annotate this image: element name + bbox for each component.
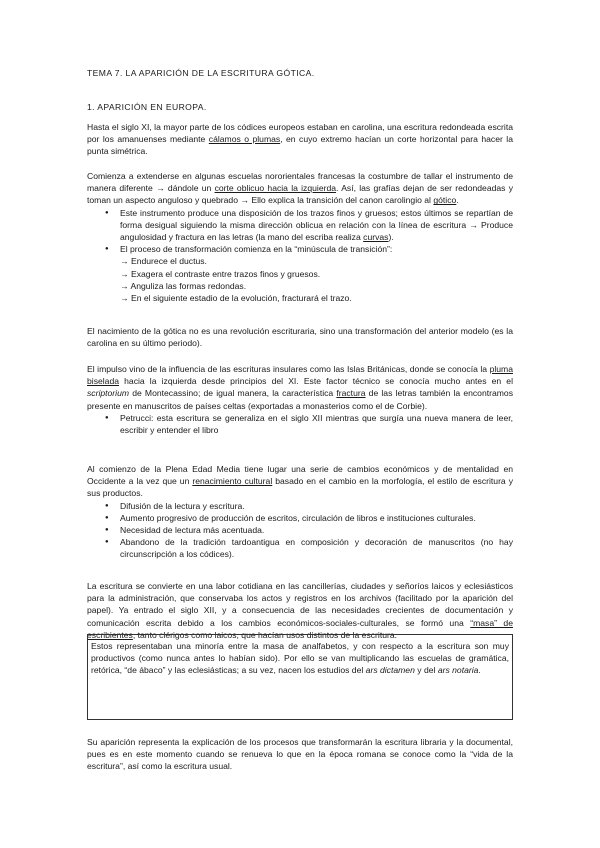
paragraph-6: La escritura se convierte en una labor cotidiana en las cancillerías, ciudades y señoríos laicos y eclesiásticos para la administración, que conservaba los actos y registros en los archivos (facilitado por la aparición del papel). Ya entrado el siglo XII, y a consecuencia de las necesidades crecientes de documentación y comunicación escrita debido a los cambios económicos-sociales-culturales, se formó una “masa” de escribientes, tanto clérigos como laicos, que hacían usos distintos de la escritura. [87, 581, 513, 640]
list-item: ● Petrucci: esta escritura se generaliza en el siglo XII mientras que surgía una nueva manera de leer, escribir y entender el libro [87, 412, 513, 436]
underlined-term: gótico [433, 195, 457, 206]
boxed-note [87, 634, 513, 720]
arrow-item: → Endurece el ductus. [120, 256, 207, 267]
paragraph-5: Al comienzo de la Plena Edad Media tiene lugar una serie de cambios económicos y de mentalidad en Occidente a la vez que un renacimiento cultural basado en el cambio en la morfología, el estilo de escritura y sus productos. ● Difusión de la lectura y escritura. ● Aumento progresivo de producción de escritos, circulación de libros e instituciones culturales. ● Necesidad de lectura más acentuada. ● Abandono de la tradición tardoantigua en composición y decoración de manuscritos (no hay circunscripción a los códices). [87, 463, 513, 561]
list-item: ● Difusión de la lectura y escritura. [87, 500, 513, 512]
list-item: ● Necesidad de lectura más acentuada. [87, 524, 513, 536]
underlined-term: curvas [363, 232, 389, 243]
underlined-term: “masa” de escribientes [87, 617, 513, 640]
arrow-item: → Exagera el contraste entre trazos finos y gruesos. [120, 268, 321, 279]
bullet-list [87, 412, 513, 436]
underlined-term: corte oblicuo hacia la izquierda [214, 183, 337, 194]
arrow-list [87, 255, 513, 304]
arrow-item: → En el siguiente estadio de la evolución, fracturará el trazo. [120, 293, 352, 304]
italic-term: scriptorium [87, 388, 130, 399]
list-item: ● Abandono de la tradición tardoantigua en composición y decoración de manuscritos (no hay circunscripción a los códices). [87, 536, 513, 560]
underlined-term: pluma biselada [87, 364, 513, 387]
section-heading: 1. APARICIÓN EN EUROPA. [87, 102, 207, 112]
bullet-list [87, 500, 513, 561]
paragraph-7: Su aparición representa la explicación de los procesos que transformarán la escritura libraria y la documental, pues es en este momento cuando se renueva lo que en la época romana se conoce como la “vida de la escritura”, así como la escritura usual. [87, 737, 513, 772]
italic-term: ars notaria [437, 665, 479, 676]
list-item: ● Este instrumento produce una disposición de los trazos finos y gruesos; estos últimos se repartían de forma desigual siguiendo la misma dirección oblicua en relación con la línea de escritura → Produce angulosidad y fractura en las letras (la mano del escriba realiza curvas). [87, 207, 513, 244]
underlined-term: cálamos o plumas [208, 134, 281, 145]
arrow-item: → Anguliza las formas redondas. [120, 280, 247, 291]
underlined-term: fractura [336, 388, 366, 399]
paragraph-2: Comienza a extenderse en algunas escuelas nororientales francesas la costumbre de tallar el instrumento de manera diferente → dándole un corte oblicuo hacia la izquierda. Así, las grafías dejan de ser redondeadas y toman un aspecto anguloso y quebrado → Ello explica la transición del canon carolingio al gótico. ● Este instrumento produce una disposición de los trazos finos y gruesos; estos últimos se repartían de forma desigual siguiendo la misma dirección oblicua en relación con la línea de escritura → Produce angulosidad y fractura en las letras (la mano del escriba realiza curvas). ● El proceso de transformación comienza en la “minúscula de transición”: → Endurece el ductus. → Exagera el contraste entre trazos finos y gruesos. → Anguliza las formas redondas. → En el siguiente estadio de la evolución, fracturará el trazo. [87, 170, 513, 304]
list-item: ● El proceso de transformación comienza en la “minúscula de transición”: [87, 243, 513, 255]
list-item: ● Aumento progresivo de producción de escritos, circulación de libros e instituciones culturales. [87, 512, 513, 524]
paragraph-1: Hasta el siglo XI, la mayor parte de los códices europeos estaban en carolina, una escritura redondeada escrita por los amanuenses mediante cálamos o plumas, en cuyo extremo hacían un corte horizontal para hacer la punta simétrica. [87, 122, 513, 157]
paragraph-3: El nacimiento de la gótica no es una revolución escrituraria, sino una transformación del anterior modelo (es la carolina en su último periodo). [87, 326, 513, 349]
italic-term: ars dictamen [365, 665, 415, 676]
document-title: TEMA 7. LA APARICIÓN DE LA ESCRITURA GÓTICA. [87, 68, 315, 78]
paragraph-4: El impulso vino de la influencia de las escrituras insulares como las Islas Británicas, donde se conocía la pluma biselada hacia la izquierda desde principios del XI. Este factor técnico se conocía mucho antes en el scriptorium de Montecassino; de igual manera, la característica fractura de las letras también la encontramos presente en manuscritos de países celtas (exportadas a monasterios como el de Corbie). ● Petrucci: esta escritura se generaliza en el siglo XII mientras que surgía una nueva manera de leer, escribir y entender el libro [87, 363, 513, 436]
boxed-note-text: Estos representaban una minoría entre la masa de analfabetos, y con respecto a la escritura son muy productivos (como nunca antes lo habían sido). Por ello se van multiplicando las escuelas de gramática, retórica, “de ábaco” y las eclesiásticas; a su vez, nacen los estudios del ars dictamen y del ars notaria. [91, 641, 509, 676]
underlined-term: renacimiento cultural [192, 476, 273, 487]
bullet-list [87, 207, 513, 256]
